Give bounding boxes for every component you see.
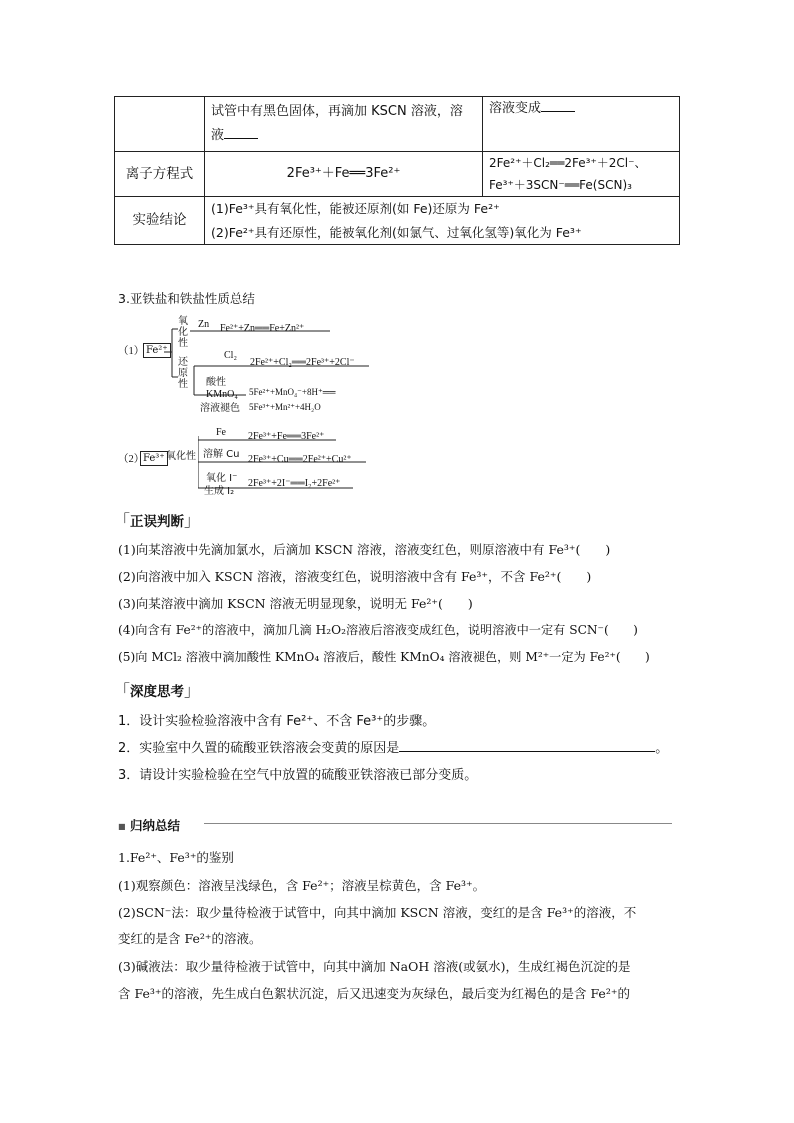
equation-cl2: 2Fe²⁺+Cl₂══2Fe³⁺+2Cl⁻ — [250, 357, 355, 368]
reagent-iodide-2: 生成 I₂ — [204, 486, 235, 497]
answer-blank — [224, 126, 258, 139]
section-title: 3.亚铁盐和铁盐性质总结 — [118, 291, 255, 306]
row1-mid-text-2: 液 — [211, 128, 225, 143]
equation-zn: Fe²⁺+Zn══Fe+Zn²⁺ — [220, 323, 305, 334]
row-header-conclusion: 实验结论 — [115, 197, 205, 244]
judge-heading-text: 正误判断 — [130, 514, 185, 530]
divider-line — [204, 823, 672, 824]
table-cell — [205, 197, 680, 244]
reagent-kmno4-line2: KMnO₄ — [206, 389, 238, 400]
equation-iodide: 2Fe³⁺+2I⁻══I₂+2Fe²⁺ — [248, 478, 341, 489]
conclusion-2: (2)Fe²⁺具有还原性，能被氧化剂(如氯气、过氧化氢等)氧化为 Fe³⁺ — [211, 224, 582, 240]
row1-mid-text: 试管中有黑色固体，再滴加 KSCN 溶液，溶 — [211, 103, 463, 119]
table-cell-empty — [115, 97, 205, 152]
think-question-2 — [118, 737, 668, 756]
think-question-1: 1．设计实验检验溶液中含有 Fe²⁺、不含 Fe³⁺的步骤。 — [118, 714, 436, 729]
table-cell — [483, 152, 680, 197]
fe3-ion-box: Fe³⁺ — [140, 451, 168, 466]
think-heading: 「深度思考」 — [114, 681, 201, 700]
judge-item-3: (3)向某溶液中滴加 KSCN 溶液无明显现象，说明无 Fe²⁺( ) — [118, 596, 473, 611]
think-question-3: 3．请设计实验检验在空气中放置的硫酸亚铁溶液已部分变质。 — [118, 768, 478, 783]
equation-cu: 2Fe³⁺+Cu══2Fe²⁺+Cu²⁺ — [248, 454, 352, 465]
equation-mno4-2: 5Fe³⁺+Mn²⁺+4H₂O — [249, 402, 321, 412]
think-question-2-end: 。 — [655, 741, 669, 756]
reagent-kmno4-line1: 酸性 — [206, 377, 226, 388]
answer-blank — [399, 739, 655, 752]
summary-divider — [118, 816, 672, 833]
summary-paragraph-3b: 含 Fe³⁺的溶液，先生成白色絮状沉淀，后又迅速变为灰绿色，最后变为红褐色的是含 Fe²⁺的 — [118, 986, 630, 1001]
reagent-cu: 溶解 Cu — [203, 449, 240, 460]
reducing-label: 还原性 — [178, 357, 188, 390]
judge-heading: 「正误判断」 — [114, 511, 201, 530]
summary-paragraph-3a: (3)碱液法：取少量待检液于试管中，向其中滴加 NaOH 溶液(或氨水)，生成红褐色沉淀的是 — [118, 959, 631, 974]
judge-item-5: (5)向 MCl₂ 溶液中滴加酸性 KMnO₄ 溶液后，酸性 KMnO₄ 溶液褪色，则 M²⁺一定为 Fe²⁺( ) — [118, 650, 650, 664]
summary-title: 1.Fe²⁺、Fe³⁺的鉴别 — [118, 850, 234, 865]
ionic-equation-fe3-fe: 2Fe³⁺＋Fe══3Fe²⁺ — [205, 152, 483, 197]
summary-paragraph-2b: 变红的是含 Fe²⁺的溶液。 — [118, 931, 262, 946]
think-heading-text: 深度思考 — [130, 684, 185, 700]
reagent-zn: Zn — [198, 319, 210, 330]
diagram-number: （2） — [118, 454, 145, 465]
table-row — [115, 97, 680, 152]
equation-fe: 2Fe³⁺+Fe══3Fe²⁺ — [248, 431, 325, 442]
table-row — [115, 197, 680, 244]
judge-item-4: (4)向含有 Fe²⁺的溶液中，滴加几滴 H₂O₂溶液后溶液变成红色，说明溶液中一定有 SCN⁻( ) — [118, 623, 638, 637]
table-row — [115, 152, 680, 197]
oxidizing-label: 氧化性 — [178, 316, 188, 349]
row1-right-text: 溶液变成 — [489, 101, 542, 116]
fe2-ion-box: Fe²⁺ — [143, 343, 171, 358]
reagent-iodide-1: 氧化 I⁻ — [206, 473, 238, 484]
equation-mno4-1: 5Fe²⁺+MnO₄⁻+8H⁺══ — [249, 387, 336, 397]
summary-paragraph-1: (1)观察颜色：溶液呈浅绿色，含 Fe²⁺；溶液呈棕黄色，含 Fe³⁺。 — [118, 878, 486, 893]
table-cell — [205, 97, 483, 152]
think-question-2-text: 2．实验室中久置的硫酸亚铁溶液会变黄的原因是 — [118, 741, 400, 756]
summary-heading: 归纳总结 — [130, 818, 181, 833]
reagent-cl2: Cl₂ — [224, 350, 237, 361]
experiment-table — [114, 96, 680, 245]
reagent-fe: Fe — [216, 427, 226, 438]
judge-item-2: (2)向溶液中加入 KSCN 溶液，溶液变红色，说明溶液中含有 Fe³⁺，不含 Fe²⁺( ) — [118, 569, 592, 584]
reagent-kmno4-line3: 溶液褪色 — [200, 403, 240, 414]
row-header-ionic-equation: 离子方程式 — [115, 152, 205, 197]
diagram-number: （1） — [118, 346, 145, 357]
ionic-equation-cl2: 2Fe²⁺＋Cl₂══2Fe³⁺＋2Cl⁻、 — [489, 156, 647, 170]
judge-item-1: (1)向某溶液中先滴加氯水，后滴加 KSCN 溶液，溶液变红色，则原溶液中有 Fe³⁺( ) — [118, 542, 611, 557]
conclusion-1: (1)Fe³⁺具有氧化性，能被还原剂(如 Fe)还原为 Fe²⁺ — [211, 201, 500, 217]
summary-bullet-icon: ■ — [118, 822, 126, 831]
ionic-equation-scn: Fe³⁺＋3SCN⁻══Fe(SCN)₃ — [489, 178, 632, 193]
answer-blank — [541, 99, 575, 112]
oxidizing-label: 氧化性 — [166, 451, 196, 462]
summary-paragraph-2a: (2)SCN⁻法：取少量待检液于试管中，向其中滴加 KSCN 溶液，变红的是含 Fe³⁺的溶液，不 — [118, 905, 637, 920]
table-cell — [483, 97, 680, 152]
